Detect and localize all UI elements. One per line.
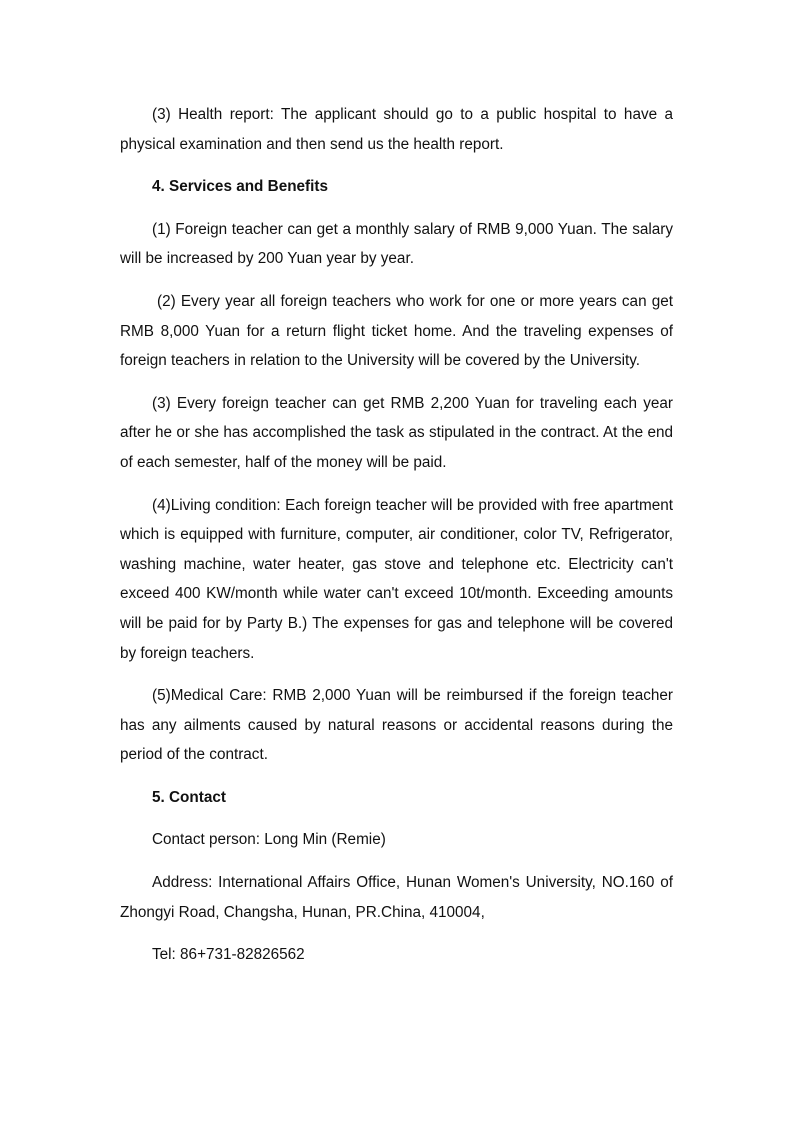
contact-person-line: Contact person: Long Min (Remie) — [152, 831, 386, 849]
health-report-paragraph: (3) Health report: The applicant should go to a public hospital to have a physical examination and then send us the health report. — [120, 106, 673, 153]
telephone-line: Tel: 86+731-82826562 — [152, 946, 305, 964]
salary-paragraph: (1) Foreign teacher can get a monthly salary of RMB 9,000 Yuan. The salary will be increased by 200 Yuan year by year. — [120, 220, 673, 268]
document-page — [120, 100, 673, 983]
address-paragraph: Address: International Affairs Office, Hunan Women's University, NO.160 of Zhongyi Road, Changsha, Hunan, PR.China, 410004, — [120, 874, 673, 921]
flight-ticket-paragraph: (2) Every year all foreign teachers who work for one or more years can get RMB 8,000 Yuan for a return flight ticket home. And the traveling expenses of foreign teachers in relation to the University will be covered by the University. — [120, 292, 673, 370]
traveling-allowance-paragraph: (3) Every foreign teacher can get RMB 2,200 Yuan for traveling each year after he or she has accomplished the task as stipulated in the contract. At the end of each semester, half of the money will be paid. — [120, 394, 673, 471]
contact-heading: 5. Contact — [152, 788, 226, 806]
medical-care-paragraph: (5)Medical Care: RMB 2,000 Yuan will be reimbursed if the foreign teacher has any ailments caused by natural reasons or accidental reasons during the period of the contract. — [120, 687, 673, 764]
living-condition-paragraph: (4)Living condition: Each foreign teacher will be provided with free apartment which is equipped with furniture, computer, air conditioner, color TV, Refrigerator, washing machine, water heater, gas stove and telephone etc. Electricity can't exceed 400 KW/month while water can't exceed 10t/month. Exceeding amounts will be paid for by Party B.) The expenses for gas and telephone will be covered by foreign teachers. — [120, 496, 673, 662]
services-benefits-heading: 4. Services and Benefits — [152, 178, 328, 196]
